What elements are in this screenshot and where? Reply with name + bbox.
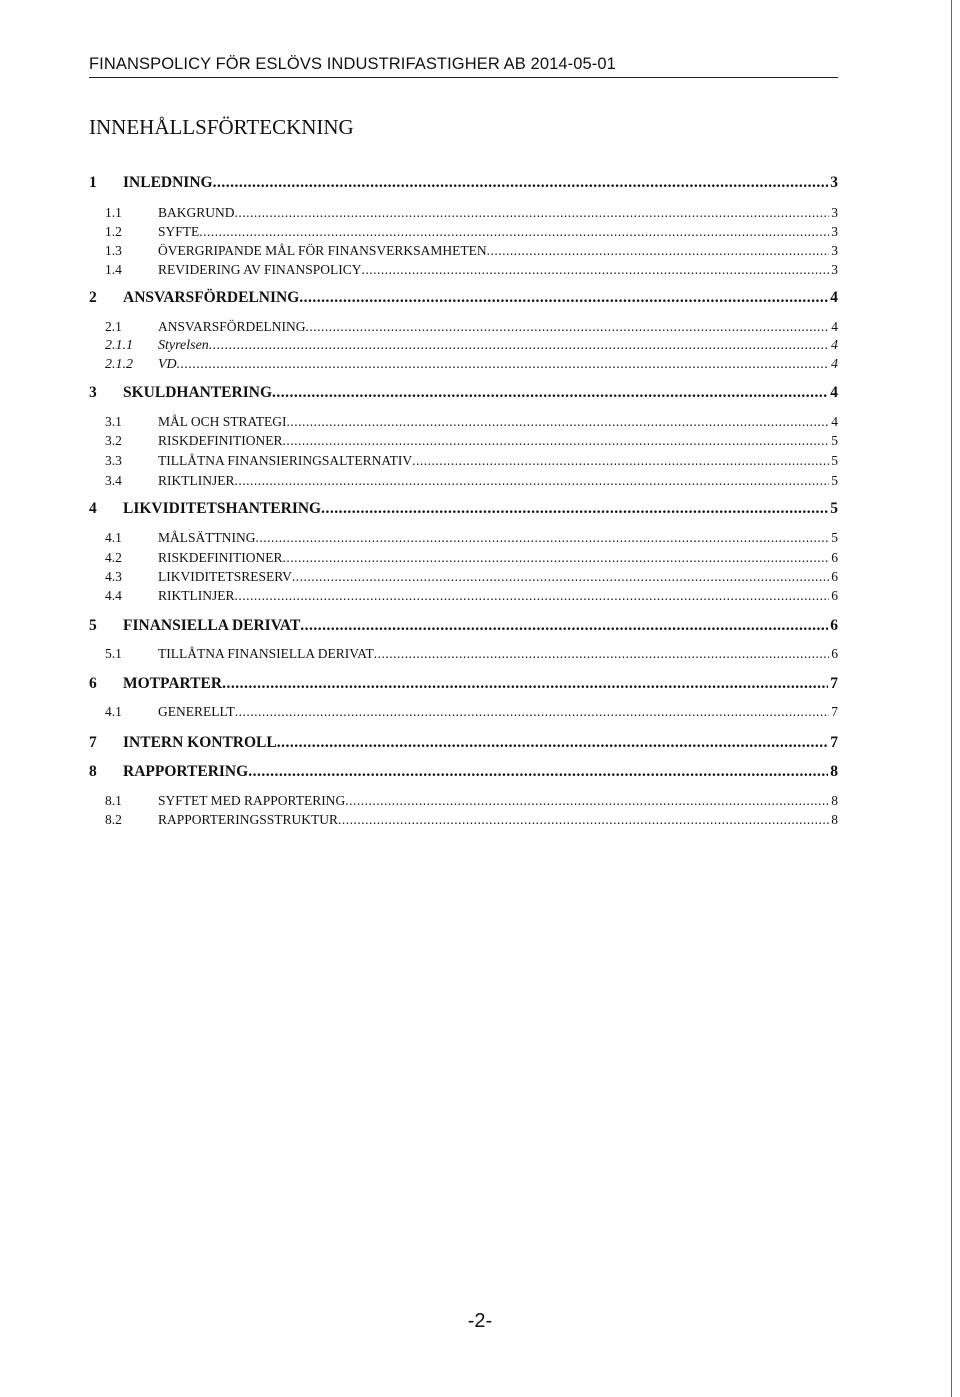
dot-leader	[338, 812, 829, 828]
toc-entry-number: 5	[89, 617, 97, 634]
toc-entry[interactable]	[105, 205, 838, 223]
toc-entry-number: 8.1	[105, 793, 122, 808]
toc-entry-page: 3	[831, 262, 838, 277]
toc-entry-number: 3.4	[105, 473, 122, 488]
toc-entry[interactable]	[105, 530, 838, 548]
toc-entry-label: GENERELLT	[158, 704, 235, 719]
dot-leader	[213, 174, 829, 192]
toc-entry[interactable]	[89, 734, 838, 754]
toc-entry-label: LIKVIDITETSHANTERING	[123, 500, 322, 517]
toc-entry-page: 7	[831, 704, 838, 719]
dot-leader	[283, 550, 830, 566]
toc-entry[interactable]	[89, 289, 838, 309]
dot-leader	[412, 453, 829, 469]
dot-leader	[306, 319, 830, 335]
toc-entry-number: 3.2	[105, 433, 122, 448]
toc-entry-page: 5	[831, 530, 838, 545]
toc-entry[interactable]	[105, 243, 838, 261]
dot-leader	[235, 704, 830, 720]
dot-leader	[248, 763, 828, 781]
dot-leader	[256, 530, 830, 546]
toc-entry-page: 4	[831, 338, 838, 353]
toc-entry-page: 3	[830, 174, 838, 191]
toc-entry-label: ANSVARSFÖRDELNING	[158, 319, 306, 334]
toc-entry-label: RAPPORTERING	[123, 763, 249, 780]
toc-entry-label: FINANSIELLA DERIVAT	[123, 617, 301, 634]
toc-entry-page: 7	[830, 675, 838, 692]
dot-leader	[222, 675, 828, 693]
toc-entry-page: 5	[830, 500, 838, 517]
toc-entry-number: 2.1.2	[105, 357, 133, 372]
dot-leader	[235, 473, 830, 489]
dot-leader	[374, 646, 830, 662]
toc-entry[interactable]	[105, 812, 838, 830]
toc-entry-number: 2.1	[105, 319, 122, 334]
toc-entry-label: ÖVERGRIPANDE MÅL FÖR FINANSVERKSAMHETEN	[158, 243, 487, 258]
toc-entry-label: MOTPARTER	[123, 675, 223, 692]
dot-leader	[287, 414, 830, 430]
toc-entry-page: 8	[830, 763, 838, 780]
toc-entry-number: 2	[89, 289, 97, 306]
toc-entry-label: TILLÅTNA FINANSIERINGSALTERNATIV	[158, 453, 413, 468]
toc-entry[interactable]	[105, 262, 838, 280]
toc-entry-number: 4.4	[105, 588, 122, 603]
toc-entry-number: 7	[89, 734, 97, 751]
toc-entry-number: 4	[89, 500, 97, 517]
toc-entry-label: ANSVARSFÖRDELNING	[123, 289, 300, 306]
toc-entry-page: 6	[831, 646, 838, 661]
toc-entry-number: 3.3	[105, 453, 122, 468]
toc-entry-page: 3	[831, 224, 838, 239]
toc-entry-page: 7	[830, 734, 838, 751]
dot-leader	[235, 588, 830, 604]
toc-entry-label: TILLÅTNA FINANSIELLA DERIVAT	[158, 646, 374, 661]
page-edge-line	[951, 0, 952, 1397]
toc-entry-label: MÅLSÄTTNING	[158, 530, 256, 545]
toc-entry-label: BAKGRUND	[158, 205, 235, 220]
toc-entry-page: 5	[831, 473, 838, 488]
toc-entry-number: 4.2	[105, 550, 122, 565]
toc-entry[interactable]	[89, 500, 838, 520]
dot-leader	[300, 617, 828, 635]
toc-entry-page: 3	[831, 205, 838, 220]
toc-entry[interactable]	[105, 338, 838, 356]
dot-leader	[487, 243, 830, 259]
toc-entry-label: SYFTET MED RAPPORTERING	[158, 793, 346, 808]
dot-leader	[362, 262, 830, 278]
dot-leader	[299, 289, 828, 307]
toc-entry-number: 6	[89, 675, 97, 692]
toc-entry-page: 8	[831, 793, 838, 808]
toc-entry-page: 4	[831, 357, 838, 372]
toc-entry-label: RIKTLINJER	[158, 588, 235, 603]
dot-leader	[199, 224, 829, 240]
toc-entry-number: 2.1.1	[105, 338, 133, 353]
toc-entry-label: LIKVIDITETSRESERV	[158, 569, 292, 584]
toc-entry[interactable]	[89, 675, 838, 695]
toc-entry[interactable]	[105, 224, 838, 242]
toc-entry-page: 6	[831, 569, 838, 584]
toc-entry-number: 4.1	[105, 530, 122, 545]
toc-entry[interactable]	[89, 617, 838, 637]
toc-entry-number: 1	[89, 174, 97, 191]
toc-entry-page: 3	[831, 243, 838, 258]
dot-leader	[345, 793, 829, 809]
dot-leader	[177, 357, 829, 373]
toc-entry-label: RISKDEFINITIONER	[158, 550, 283, 565]
toc-entry[interactable]	[105, 433, 838, 451]
toc-entry-label: INTERN KONTROLL	[123, 734, 277, 751]
toc-entry[interactable]	[89, 763, 838, 783]
toc-entry-page: 5	[831, 433, 838, 448]
toc-entry-page: 4	[831, 319, 838, 334]
toc-entry-page: 5	[831, 453, 838, 468]
toc-entry[interactable]	[105, 550, 838, 568]
dot-leader	[292, 569, 829, 585]
toc-entry[interactable]	[89, 174, 838, 194]
toc-title: INNEHÅLLSFÖRTECKNING	[89, 115, 354, 139]
toc-entry-label: REVIDERING AV FINANSPOLICY	[158, 262, 362, 277]
toc-entry-label: MÅL OCH STRATEGI	[158, 414, 287, 429]
toc-entry-page: 6	[830, 617, 838, 634]
dot-leader	[209, 338, 829, 354]
toc-entry[interactable]	[105, 569, 838, 587]
toc-entry-page: 8	[831, 812, 838, 827]
toc-entry-number: 5.1	[105, 646, 122, 661]
toc-entry-number: 8.2	[105, 812, 122, 827]
dot-leader	[277, 734, 829, 752]
toc-entry-page: 6	[831, 550, 838, 565]
toc-entry-number: 4.3	[105, 569, 122, 584]
toc-entry[interactable]	[105, 453, 838, 471]
page-number: -2-	[467, 1310, 493, 1332]
toc-entry-page: 4	[830, 384, 838, 401]
toc-entry-label: RAPPORTERINGSSTRUKTUR	[158, 812, 338, 827]
toc-entry-number: 1.2	[105, 224, 122, 239]
toc-entry-page: 6	[831, 588, 838, 603]
toc-entry-page: 4	[830, 289, 838, 306]
toc-entry-label: SYFTE	[158, 224, 200, 239]
toc-entry-number: 4.1	[105, 704, 122, 719]
toc-entry[interactable]	[105, 704, 838, 722]
toc-entry-number: 1.3	[105, 243, 122, 258]
toc-entry[interactable]	[105, 473, 838, 491]
toc-entry[interactable]	[105, 414, 838, 432]
toc-entry-label: Styrelsen	[158, 338, 209, 353]
toc-entry[interactable]	[105, 646, 838, 664]
toc-entry[interactable]	[89, 384, 838, 404]
toc-entry-label: INLEDNING	[123, 174, 213, 191]
dot-leader	[321, 500, 828, 518]
toc-entry-number: 8	[89, 763, 97, 780]
toc-entry[interactable]	[105, 793, 838, 811]
toc-entry-number: 3	[89, 384, 97, 401]
toc-entry[interactable]	[105, 588, 838, 606]
toc-entry-number: 1.1	[105, 205, 122, 220]
dot-leader	[235, 205, 830, 221]
dot-leader	[272, 384, 828, 402]
toc-entry-number: 1.4	[105, 262, 122, 277]
toc-entry[interactable]	[105, 357, 838, 375]
toc-entry-label: RIKTLINJER	[158, 473, 235, 488]
document-header: FINANSPOLICY FÖR ESLÖVS INDUSTRIFASTIGHER AB 2014-05-01	[89, 55, 616, 73]
toc-entry-label: SKULDHANTERING	[123, 384, 272, 401]
toc-entry[interactable]	[105, 319, 838, 337]
toc-entry-label: VD	[158, 357, 177, 372]
toc-entry-label: RISKDEFINITIONER	[158, 433, 283, 448]
toc-entry-page: 4	[831, 414, 838, 429]
toc-entry-number: 3.1	[105, 414, 122, 429]
dot-leader	[283, 433, 830, 449]
